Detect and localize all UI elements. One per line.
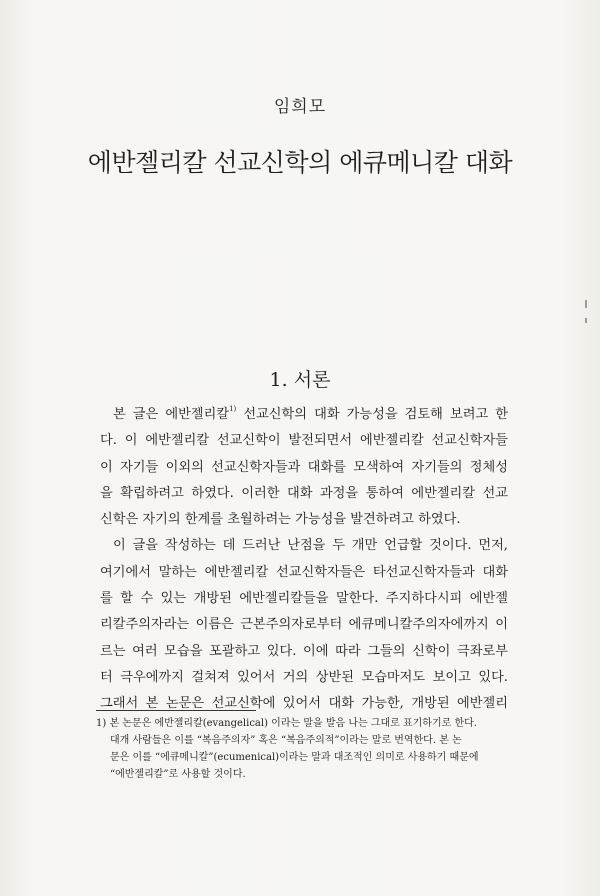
body-line: 을 확립하려고 하였다. 이러한 대화 과정을 통하여 에반젤리칼 선교	[100, 485, 508, 501]
body-line: 르는 여러 모습을 포괄하고 있다. 이에 따라 그들의 신학이 극좌로부	[100, 643, 508, 659]
footnote-line: “에반젤리칼”로 사용할 것이다.	[110, 769, 246, 780]
body-line: 이 글을 작성하는 데 드러난 난점을 두 개만 언급할 것이다. 먼저,	[113, 538, 508, 554]
section-heading: 1. 서론	[269, 369, 331, 391]
scan-mark	[585, 318, 587, 323]
footnote-marker: 1)	[229, 405, 237, 413]
body-line: 터 극우에까지 걸쳐져 있어서 거의 상반된 모습마저도 보이고 있다.	[100, 669, 508, 685]
body-line	[100, 402, 508, 428]
body-line-text: 본 글은 에반젤리칼	[113, 407, 230, 422]
paper-title: 에반젤리칼 선교신학의 에큐메니칼 대화	[87, 148, 513, 177]
scan-mark	[585, 300, 587, 308]
body-text	[100, 402, 508, 718]
footnote-divider	[96, 710, 256, 711]
body-line-text: 선교신학의 대화 가능성을 검토해 보려고 한	[243, 407, 508, 422]
body-line: 여기에서 말하는 에반젤리칼 선교신학자들은 타선교신학자들과 대화	[100, 564, 508, 580]
body-line: 신학은 자기의 한계를 초월하려는 가능성을 발견하려고 하였다.	[100, 512, 461, 528]
body-line: 다. 이 에반젤리칼 선교신학이 발전되면서 에반젤리칼 선교신학자들	[100, 433, 508, 449]
body-line: 이 자기들 이외의 선교신학자들과 대화를 모색하여 자기들의 정체성	[100, 459, 508, 475]
footnote-line: 1) 본 논문은 에반젤리칼(evangelical) 이라는 말을 발음 나는 그대로 표기하기로 한다.	[96, 718, 477, 729]
footnote-line: 대개 사람들은 이를 “복음주의자” 혹은 “복음주의적”이라는 말로 번역한다. 본 논	[110, 735, 462, 746]
author-name: 임희모	[273, 97, 327, 117]
body-line: 그래서 본 논문은 선교신학에 있어서 대화 가능한, 개방된 에반젤리	[100, 696, 508, 712]
body-line: 리칼주의자라는 이름은 근본주의자로부터 에큐메니칼주의자에까지 이	[100, 617, 508, 633]
footnotes	[96, 715, 516, 783]
footnote-line: 문은 이를 “에큐메니칼”(ecumenical)이라는 말과 대조적인 의미로 사용하기 때문에	[110, 752, 479, 763]
body-line: 를 할 수 있는 개방된 에반젤리칼들을 말한다. 주지하다시피 에반젤	[100, 591, 508, 607]
